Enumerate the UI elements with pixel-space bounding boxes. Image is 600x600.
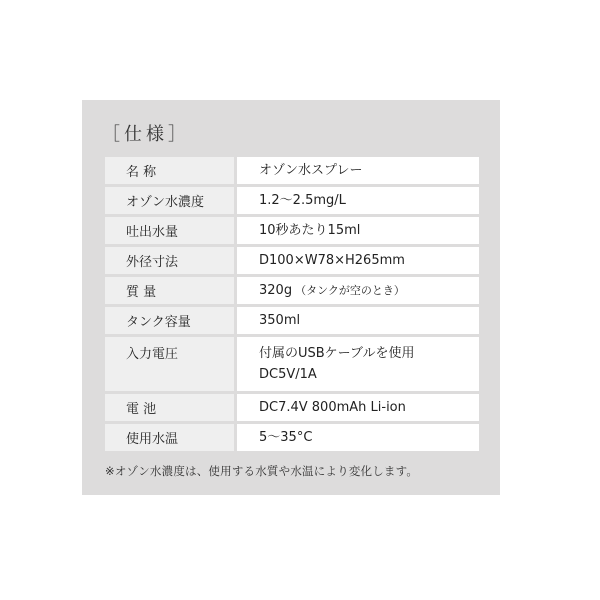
spec-value: 5〜35°C: [237, 424, 479, 451]
spec-value-note: （タンクが空のとき）: [295, 284, 405, 297]
spec-value-line2: DC5V/1A: [259, 367, 317, 382]
spec-row-voltage: [105, 337, 479, 391]
spec-label: オゾン水濃度: [105, 187, 234, 214]
spec-label: 使用水温: [105, 424, 234, 451]
spec-value: [237, 337, 479, 391]
spec-value: 1.2〜2.5mg/L: [237, 187, 479, 214]
spec-value: 350ml: [237, 307, 479, 334]
spec-label: 外径寸法: [105, 247, 234, 274]
spec-row-concentration: [105, 187, 479, 214]
spec-value-main: 320g: [259, 283, 293, 298]
spec-label: 電 池: [105, 394, 234, 421]
spec-row-name: [105, 157, 479, 184]
spec-row-dimensions: [105, 247, 479, 274]
spec-label: 吐出水量: [105, 217, 234, 244]
spec-row-battery: [105, 394, 479, 421]
spec-label: 名 称: [105, 157, 234, 184]
spec-value: 10秒あたり15ml: [237, 217, 479, 244]
spec-row-water-temp: [105, 424, 479, 451]
spec-value: [237, 277, 479, 304]
spec-table: [105, 157, 479, 454]
spec-value-line1: 付属のUSBケーブルを使用: [259, 346, 415, 361]
spec-label: 質 量: [105, 277, 234, 304]
footnote: ※オゾン水濃度は、使用する水質や水温により変化します。: [105, 464, 419, 478]
spec-row-flow: [105, 217, 479, 244]
spec-value: オゾン水スプレー: [237, 157, 479, 184]
spec-value: DC7.4V 800mAh Li-ion: [237, 394, 479, 421]
spec-label: タンク容量: [105, 307, 234, 334]
spec-label: 入力電圧: [105, 337, 234, 391]
section-title: ［仕様］: [102, 124, 190, 145]
spec-value: D100×W78×H265mm: [237, 247, 479, 274]
spec-row-weight: [105, 277, 479, 304]
spec-row-tank: [105, 307, 479, 334]
